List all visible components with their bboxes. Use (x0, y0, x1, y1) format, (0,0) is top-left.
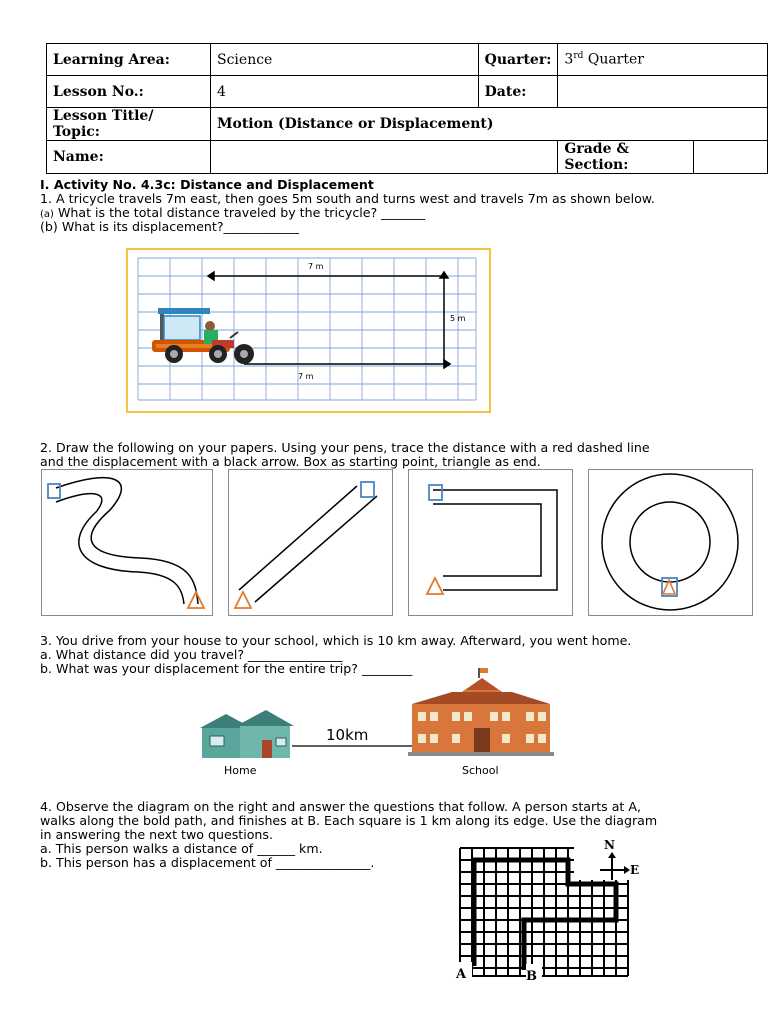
north-label: N (604, 838, 615, 852)
start-box-icon (48, 484, 60, 498)
q4-line1: 4. Observe the diagram on the right and answer the questions that follow. A person starts at A, (40, 799, 641, 814)
path-panel-circular (588, 469, 753, 616)
path-panel-rectangular (408, 469, 573, 616)
name-value[interactable] (211, 141, 558, 174)
school-label: School (462, 764, 499, 777)
start-box-icon (361, 482, 374, 497)
lesson-header-table (46, 43, 768, 174)
point-a-label: A (456, 967, 467, 982)
q2-line1: 2. Draw the following on your papers. Using your pens, trace the distance with a red dashed line (40, 440, 650, 455)
q4-line4: a. This person walks a distance of ______ km. (40, 841, 323, 856)
tricycle-figure (126, 248, 492, 414)
lesson-title-value: Motion (Distance or Displacement) (211, 108, 768, 141)
lesson-no-value: 4 (211, 76, 479, 108)
quarter-word: Quarter (583, 51, 644, 68)
distance-label: 10km (326, 726, 369, 744)
q1-a-marker: (a) (40, 209, 54, 220)
home-label: Home (224, 764, 257, 777)
grade-section-label: Grade & Section: (558, 141, 694, 174)
label-top-7m: 7 m (308, 262, 324, 271)
date-value[interactable] (558, 76, 768, 108)
end-triangle-icon (235, 592, 251, 608)
q4-line2: walks along the bold path, and finishes at B. Each square is 1 km along its edge. Use the diagram (40, 813, 658, 828)
point-b-label: B (526, 969, 537, 984)
learning-area-label: Learning Area: (47, 44, 211, 76)
q1-a-text: What is the total distance traveled by the tricycle? _______ (53, 205, 426, 220)
name-label: Name: (47, 141, 211, 174)
start-box-icon (429, 485, 442, 500)
house-icon (200, 710, 294, 758)
q3-line2: a. What distance did you travel? _______________ (40, 647, 343, 662)
q2-line2: and the displacement with a black arrow. Box as starting point, triangle as end. (40, 454, 541, 469)
lesson-title-label: Lesson Title/ Topic: (47, 108, 211, 141)
quarter-value (558, 44, 768, 76)
activity-title: I. Activity No. 4.3c: Distance and Displacement (40, 177, 374, 192)
label-right-5m: 5 m (450, 314, 466, 323)
quarter-label: Quarter: (478, 44, 558, 76)
home-school-figure (196, 664, 556, 779)
quarter-suffix: rd (573, 51, 584, 62)
grade-section-value[interactable] (694, 141, 768, 174)
end-triangle-icon (427, 578, 443, 594)
q4-line5: b. This person has a displacement of _______________. (40, 855, 375, 870)
q1-text: 1. A tricycle travels 7m east, then goes 5m south and turns west and travels 7m as shown below. (40, 191, 655, 206)
lesson-no-label: Lesson No.: (47, 76, 211, 108)
q3-line1: 3. You drive from your house to your school, which is 10 km away. Afterward, you went home. (40, 633, 632, 648)
label-bottom-7m: 7 m (298, 372, 314, 381)
q3-line3: b. What was your displacement for the entire trip? ________ (40, 661, 413, 676)
school-icon (408, 668, 554, 756)
east-label: E (630, 863, 640, 877)
path-panel-curvy (41, 469, 213, 616)
date-label: Date: (478, 76, 558, 108)
grid-path-figure (450, 836, 650, 986)
learning-area-value: Science (211, 44, 479, 76)
path-panel-diagonal (228, 469, 393, 616)
q1-b-text: (b) What is its displacement?____________ (40, 219, 300, 234)
q4-line3: in answering the next two questions. (40, 827, 273, 842)
quarter-number: 3 (564, 51, 574, 68)
